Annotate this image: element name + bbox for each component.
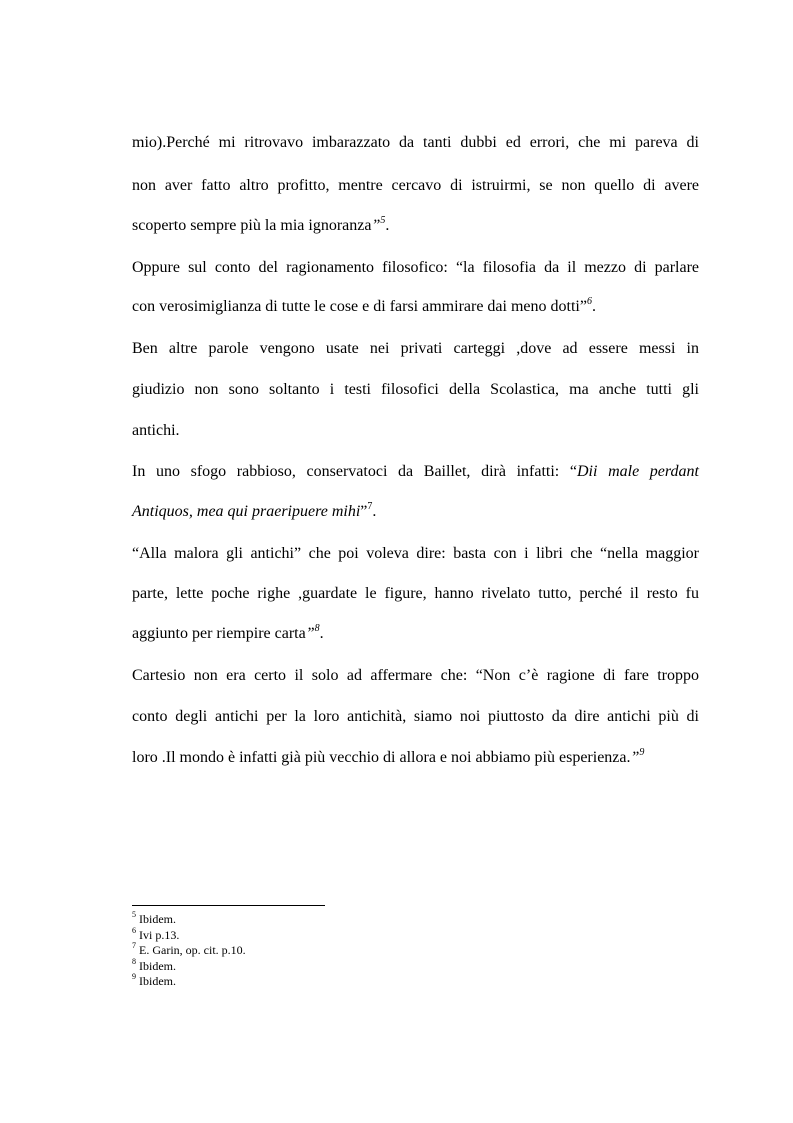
latin-quote-start: Dii male perdant	[576, 463, 699, 480]
body-line-4: Oppure sul conto del ragionamento filosofico: “la filosofia da il mezzo di parlare	[132, 259, 699, 276]
footnote-separator	[132, 905, 325, 906]
body-line-6: Ben altre parole vengono usate nei privati carteggi ,dove ad essere messi in	[132, 340, 699, 357]
closing-quote: ”	[360, 503, 368, 520]
footnote-number: 9	[132, 972, 136, 981]
footnote-9	[132, 974, 176, 989]
period: .	[372, 503, 377, 520]
body-line-7: giudizio non sono soltanto i testi filosofici della Scolastica, ma anche tutti gli	[132, 381, 699, 398]
latin-quote-end: Antiquos, mea qui praeripuere mihi	[132, 503, 361, 520]
body-line-13	[132, 624, 699, 644]
body-line-3	[132, 216, 699, 236]
footnote-ref-7[interactable]: 7	[367, 500, 373, 512]
footnote-5	[132, 912, 176, 927]
footnote-7	[132, 943, 246, 958]
body-line-10	[132, 502, 699, 522]
body-line-16-text: loro .Il mondo è infatti già più vecchio di allora e noi abbiamo più esperienza.	[132, 749, 631, 766]
footnote-ref-6[interactable]: 6	[586, 295, 592, 307]
closing-quote: ”	[305, 625, 315, 642]
footnote-ref-9[interactable]: 9	[639, 746, 645, 758]
footnote-ref-8[interactable]: 8	[314, 622, 320, 634]
body-line-14: Cartesio non era certo il solo ad affermare che: “Non c’è ragione di fare troppo	[132, 667, 699, 684]
footnote-number: 6	[132, 926, 136, 935]
footnote-number: 8	[132, 957, 136, 966]
footnote-text: Ibidem.	[139, 912, 176, 926]
period: .	[385, 217, 390, 234]
footnote-text: Ibidem.	[139, 974, 176, 988]
body-line-12: parte, lette poche righe ,guardate le figure, hanno rivelato tutto, perché il resto fu	[132, 585, 699, 602]
body-line-15: conto degli antichi per la loro antichità, siamo noi piuttosto da dire antichi più di	[132, 708, 699, 725]
footnote-text: Ibidem.	[139, 959, 176, 973]
body-line-8: antichi.	[132, 422, 180, 439]
footnote-text: Ivi p.13.	[139, 928, 180, 942]
body-line-2: non aver fatto altro profitto, mentre cercavo di istruirmi, se non quello di avere	[132, 177, 699, 194]
footnote-text: E. Garin, op. cit. p.10.	[139, 943, 246, 957]
body-line-1: mio).Perché mi ritrovavo imbarazzato da tanti dubbi ed errori, che mi pareva di	[132, 134, 699, 151]
body-line-9	[132, 462, 699, 482]
body-line-3-text: scoperto sempre più la mia ignoranza	[132, 217, 372, 234]
body-line-16	[132, 748, 699, 768]
footnote-number: 7	[132, 941, 136, 950]
period: .	[591, 298, 596, 315]
footnote-ref-5[interactable]: 5	[380, 214, 386, 226]
body-line-5-text: con verosimiglianza di tutte le cose e di farsi ammirare dai meno dotti”	[132, 298, 587, 315]
footnote-6	[132, 928, 179, 943]
body-line-5	[132, 297, 699, 317]
period: .	[319, 625, 324, 642]
footnote-8	[132, 959, 176, 974]
body-line-13-text: aggiunto per riempire carta	[132, 625, 306, 642]
body-line-11: “Alla malora gli antichi” che poi voleva dire: basta con i libri che “nella maggior	[132, 545, 699, 562]
footnote-number: 5	[132, 910, 136, 919]
body-line-9-text: In uno sfogo rabbioso, conservatoci da Baillet, dirà infatti: “	[132, 463, 577, 480]
closing-quote: ”	[371, 217, 381, 234]
closing-quote: ”	[630, 749, 640, 766]
